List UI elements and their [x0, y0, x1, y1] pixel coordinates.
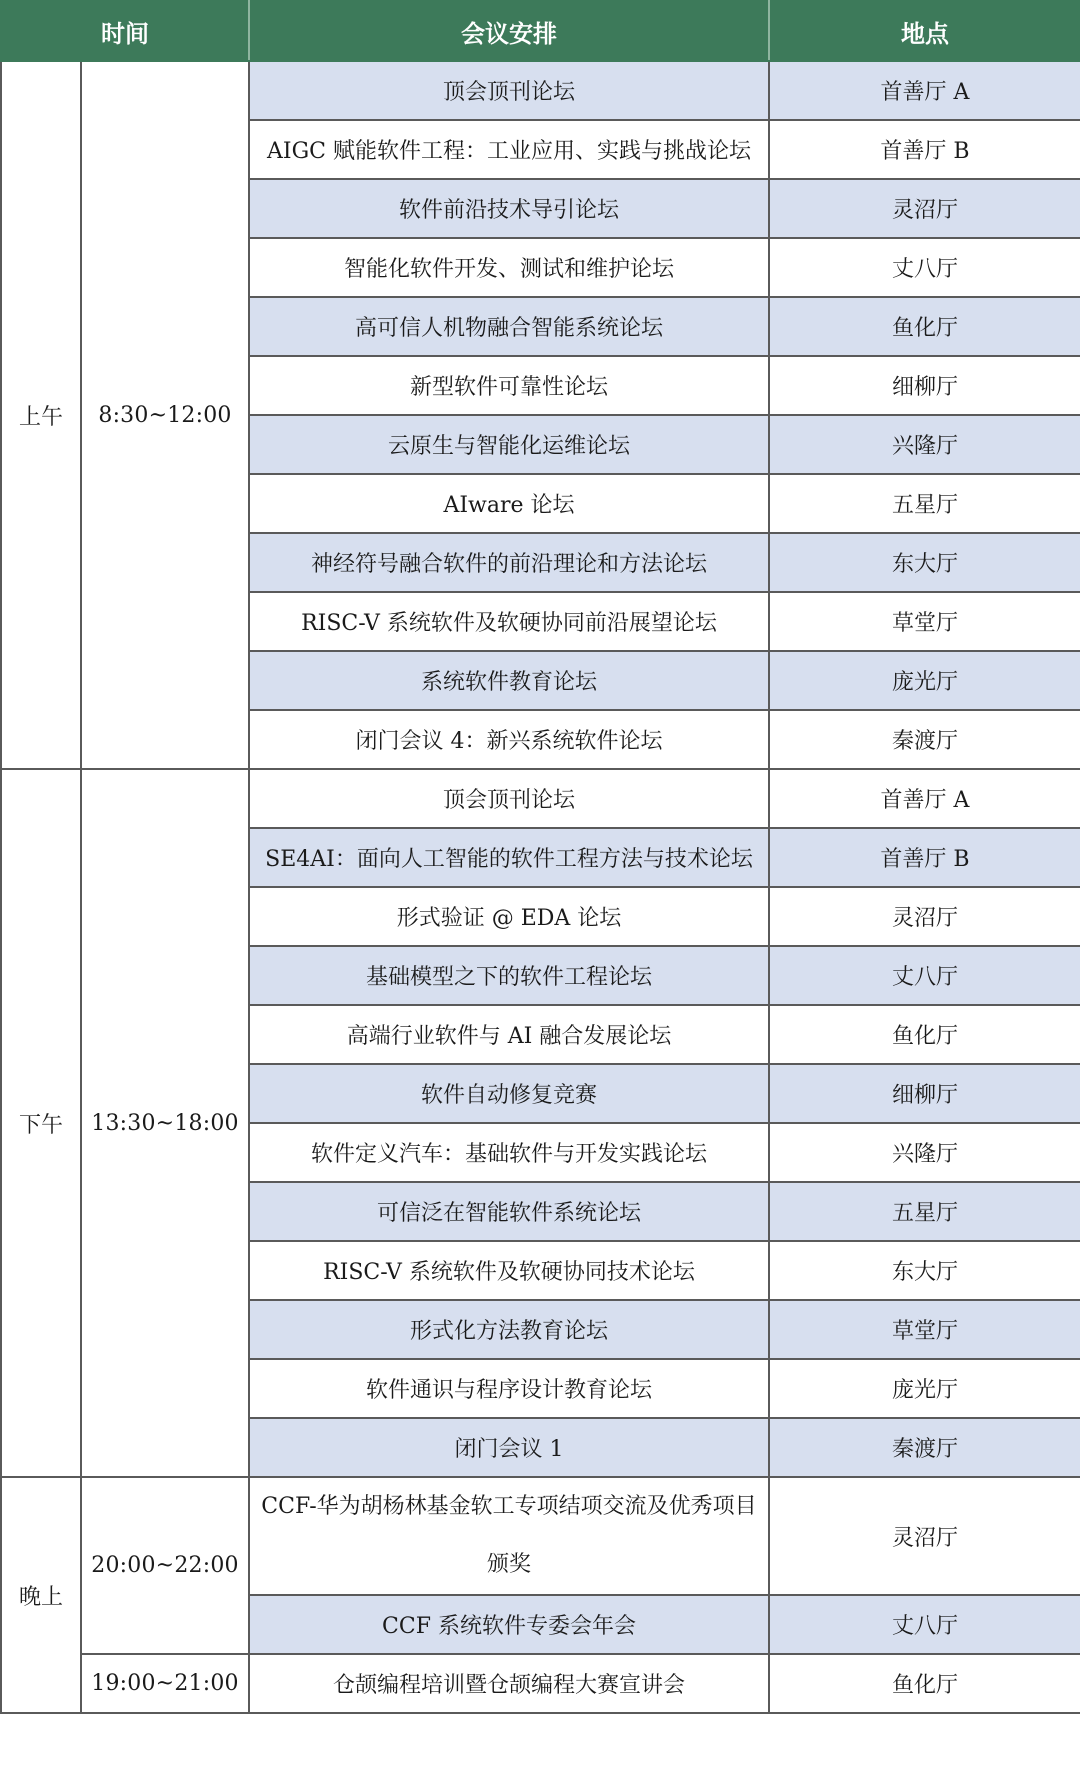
venue-name: 兴隆厅: [769, 1123, 1080, 1182]
session-name: AIware 论坛: [249, 474, 769, 533]
time-slot: 20:00~22:00: [81, 1477, 249, 1654]
venue-name: 丈八厅: [769, 946, 1080, 1005]
venue-name: 丈八厅: [769, 1595, 1080, 1654]
table-row: [1, 1477, 1080, 1595]
session-name: CCF-华为胡杨林基金软工专项结项交流及优秀项目颁奖: [249, 1477, 769, 1595]
session-name: 软件自动修复竞赛: [249, 1064, 769, 1123]
session-name: 仓颉编程培训暨仓颉编程大赛宣讲会: [249, 1654, 769, 1713]
header-time: 时间: [1, 1, 249, 61]
session-name: 云原生与智能化运维论坛: [249, 415, 769, 474]
time-slot: 19:00~21:00: [81, 1654, 249, 1713]
venue-name: 东大厅: [769, 1241, 1080, 1300]
period-label: 下午: [1, 769, 81, 1477]
session-name: 闭门会议 4：新兴系统软件论坛: [249, 710, 769, 769]
venue-name: 细柳厅: [769, 356, 1080, 415]
session-name: 形式化方法教育论坛: [249, 1300, 769, 1359]
time-slot: 13:30~18:00: [81, 769, 249, 1477]
period-label: 晚上: [1, 1477, 81, 1713]
venue-name: 灵沼厅: [769, 179, 1080, 238]
session-name: 新型软件可靠性论坛: [249, 356, 769, 415]
venue-name: 草堂厅: [769, 1300, 1080, 1359]
header-row: [1, 1, 1080, 61]
session-name: RISC-V 系统软件及软硬协同前沿展望论坛: [249, 592, 769, 651]
session-name: CCF 系统软件专委会年会: [249, 1595, 769, 1654]
session-name: 神经符号融合软件的前沿理论和方法论坛: [249, 533, 769, 592]
session-name: 顶会顶刊论坛: [249, 61, 769, 120]
header-venue: 地点: [769, 1, 1080, 61]
venue-name: 五星厅: [769, 1182, 1080, 1241]
venue-name: 丈八厅: [769, 238, 1080, 297]
session-name: 智能化软件开发、测试和维护论坛: [249, 238, 769, 297]
session-name: SE4AI：面向人工智能的软件工程方法与技术论坛: [249, 828, 769, 887]
venue-name: 鱼化厅: [769, 1654, 1080, 1713]
session-name: 形式验证 @ EDA 论坛: [249, 887, 769, 946]
session-name: 软件前沿技术导引论坛: [249, 179, 769, 238]
session-name: 闭门会议 1: [249, 1418, 769, 1477]
session-name: 可信泛在智能软件系统论坛: [249, 1182, 769, 1241]
venue-name: 秦渡厅: [769, 710, 1080, 769]
venue-name: 鱼化厅: [769, 1005, 1080, 1064]
venue-name: 兴隆厅: [769, 415, 1080, 474]
venue-name: 鱼化厅: [769, 297, 1080, 356]
table-row: [1, 61, 1080, 120]
session-name: 高端行业软件与 AI 融合发展论坛: [249, 1005, 769, 1064]
table-row: [1, 1654, 1080, 1713]
venue-name: 首善厅 A: [769, 61, 1080, 120]
venue-name: 首善厅 B: [769, 120, 1080, 179]
venue-name: 五星厅: [769, 474, 1080, 533]
venue-name: 首善厅 B: [769, 828, 1080, 887]
header-session: 会议安排: [249, 1, 769, 61]
schedule-body: [1, 61, 1080, 1713]
venue-name: 灵沼厅: [769, 1477, 1080, 1595]
venue-name: 灵沼厅: [769, 887, 1080, 946]
venue-name: 庞光厅: [769, 1359, 1080, 1418]
session-name: AIGC 赋能软件工程：工业应用、实践与挑战论坛: [249, 120, 769, 179]
venue-name: 草堂厅: [769, 592, 1080, 651]
session-name: 基础模型之下的软件工程论坛: [249, 946, 769, 1005]
session-name: 系统软件教育论坛: [249, 651, 769, 710]
session-name: 软件通识与程序设计教育论坛: [249, 1359, 769, 1418]
venue-name: 细柳厅: [769, 1064, 1080, 1123]
venue-name: 首善厅 A: [769, 769, 1080, 828]
venue-name: 庞光厅: [769, 651, 1080, 710]
venue-name: 东大厅: [769, 533, 1080, 592]
session-name: 软件定义汽车：基础软件与开发实践论坛: [249, 1123, 769, 1182]
session-name: 顶会顶刊论坛: [249, 769, 769, 828]
session-name: RISC-V 系统软件及软硬协同技术论坛: [249, 1241, 769, 1300]
time-slot: 8:30~12:00: [81, 61, 249, 769]
session-name: 高可信人机物融合智能系统论坛: [249, 297, 769, 356]
table-row: [1, 769, 1080, 828]
venue-name: 秦渡厅: [769, 1418, 1080, 1477]
period-label: 上午: [1, 61, 81, 769]
